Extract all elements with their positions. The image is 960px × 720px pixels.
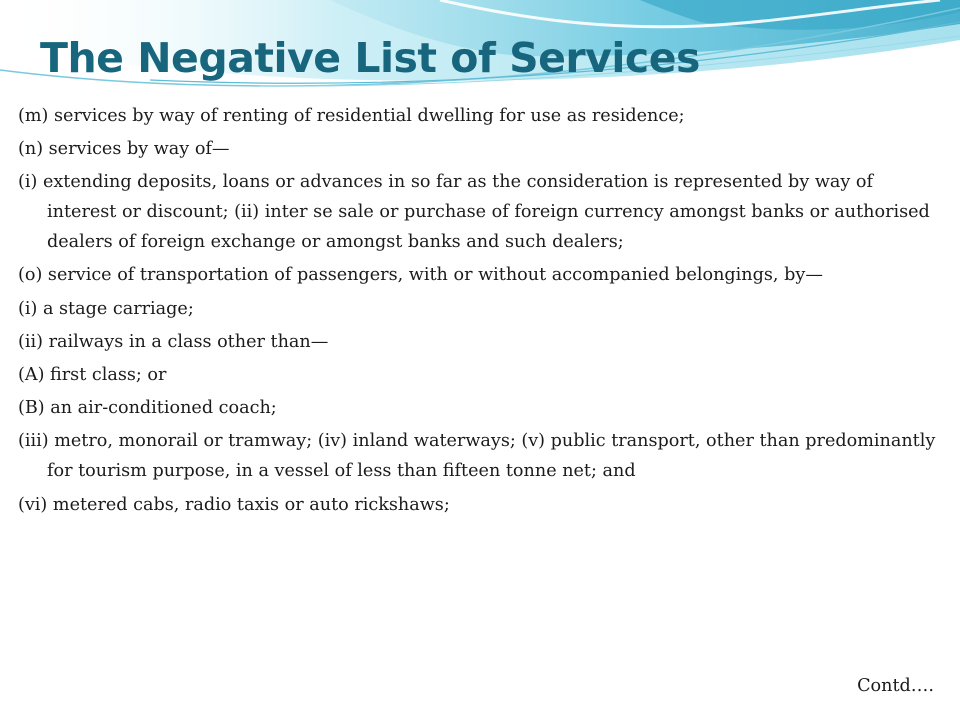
paragraph-o-iii-v: (iii) metro, monorail or tramway; (iv) inland waterways; (v) public transport, other than predominantly for tourism purpose, in a vessel of less than fifteen tonne net; and	[18, 431, 936, 481]
paragraph-o-ii-b: (B) an air-conditioned coach;	[18, 398, 277, 418]
continued-label: Contd….	[857, 676, 934, 696]
paragraph-n-i-ii: (i) extending deposits, loans or advances in so far as the consideration is represented by way of interest or discount; (ii) inter se sale or purchase of foreign currency amongst banks or authorised dealers of foreign exchange or amongst banks and such dealers;	[18, 172, 930, 252]
paragraph-o: (o) service of transportation of passengers, with or without accompanied belongings, by—	[18, 265, 823, 285]
paragraph-o-ii-a: (A) first class; or	[18, 365, 167, 385]
paragraph-o-vi: (vi) metered cabs, radio taxis or auto rickshaws;	[18, 495, 450, 515]
paragraph-list	[18, 100, 938, 522]
paragraph-o-i: (i) a stage carriage;	[18, 299, 194, 319]
paragraph-n: (n) services by way of—	[18, 139, 230, 159]
slide-title: The Negative List of Services	[40, 34, 700, 82]
paragraph-o-ii: (ii) railways in a class other than—	[18, 332, 329, 352]
paragraph-m: (m) services by way of renting of residential dwelling for use as residence;	[18, 106, 685, 126]
